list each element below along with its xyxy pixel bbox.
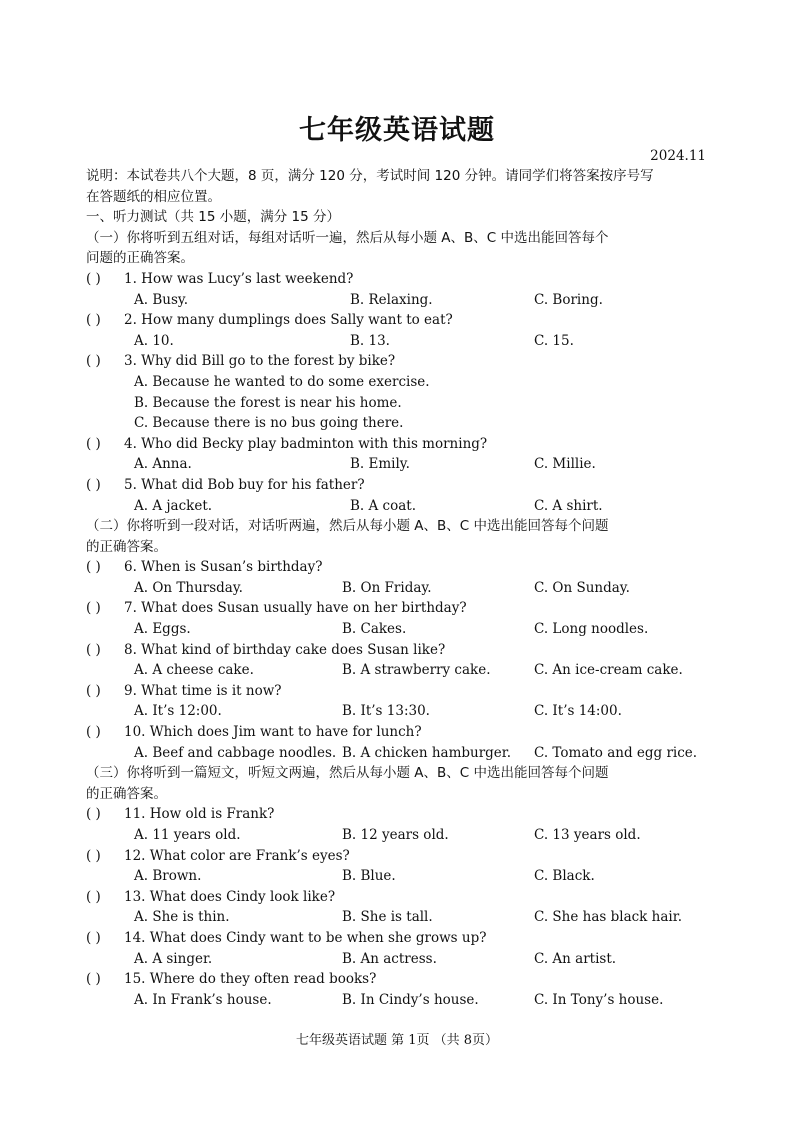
option-c: C. 13 years old. — [534, 827, 641, 843]
question-text: 4. Who did Becky play badminton with this morning? — [124, 435, 488, 452]
option-b: B. Cakes. — [342, 621, 407, 638]
answer-blank[interactable]: ( ) — [86, 312, 101, 329]
instructions-text-cont: 在答题纸的相应位置。 — [86, 188, 221, 205]
question-2-options — [86, 331, 710, 352]
question-text: 15. Where do they often read books? — [124, 971, 377, 988]
option-a: A. A cheese cake. — [134, 662, 254, 679]
question-1 — [86, 269, 710, 290]
option-c: C. 15. — [534, 332, 574, 349]
part2-heading: （二）你将听到一段对话，对话听两遍，然后从每小题 A、B、C 中选出能回答每个问题 — [86, 518, 609, 535]
option-a: A. 10. — [134, 332, 174, 349]
option-c: C. Because there is no bus going there. — [134, 415, 404, 432]
question-12-options — [86, 866, 710, 887]
question-text: 12. What color are Frank’s eyes? — [124, 847, 350, 864]
question-2 — [86, 310, 710, 331]
option-b: B. Relaxing. — [350, 291, 433, 308]
question-text: 13. What does Cindy look like? — [124, 888, 336, 905]
option-b: B. She is tall. — [342, 909, 433, 926]
answer-blank[interactable]: ( ) — [86, 929, 101, 946]
option-c: C. Long noodles. — [534, 621, 649, 638]
option-a: A. Brown. — [134, 868, 202, 885]
option-b: B. A chicken hamburger. — [342, 744, 512, 761]
option-b: B. A coat. — [350, 497, 416, 514]
page-footer: 七年级英语试题 第 1页 （共 8页） — [295, 1033, 499, 1048]
answer-blank[interactable]: ( ) — [86, 559, 101, 576]
instructions-line-1 — [86, 166, 710, 187]
instructions-line-2 — [86, 187, 710, 208]
question-7 — [86, 598, 710, 619]
question-text: 7. What does Susan usually have on her birthday? — [124, 600, 467, 617]
question-text: 2. How many dumplings does Sally want to eat? — [124, 312, 453, 329]
answer-blank[interactable]: ( ) — [86, 847, 101, 864]
part1-heading-line2 — [86, 248, 710, 269]
option-a: A. In Frank’s house. — [134, 991, 272, 1008]
option-b: B. Because the forest is near his home. — [134, 394, 402, 411]
question-text: 3. Why did Bill go to the forest by bike? — [124, 353, 396, 370]
option-a: A. She is thin. — [134, 909, 230, 926]
option-a: A. On Thursday. — [134, 579, 243, 596]
question-4-options — [86, 454, 710, 475]
answer-blank[interactable]: ( ) — [86, 435, 101, 452]
option-b: B. It’s 13:30. — [342, 703, 430, 720]
answer-blank[interactable]: ( ) — [86, 353, 101, 370]
question-13-options — [86, 907, 710, 928]
option-b: B. On Friday. — [342, 579, 432, 596]
option-b: B. A strawberry cake. — [342, 662, 491, 679]
question-8 — [86, 640, 710, 661]
exam-content — [86, 166, 710, 1010]
page-title: 七年级英语试题 — [299, 115, 495, 146]
option-c: C. She has black hair. — [534, 909, 682, 926]
instructions-text: 说明：本试卷共八个大题，8 页，满分 120 分，考试时间 120 分钟。请同学们将答案按序号写 — [86, 168, 654, 184]
option-c: C. An artist. — [534, 950, 617, 967]
answer-blank[interactable]: ( ) — [86, 476, 101, 493]
option-a: A. 11 years old. — [134, 827, 241, 843]
question-9-options — [86, 701, 710, 722]
question-text: 10. Which does Jim want to have for lunch? — [124, 724, 422, 741]
question-text: 11. How old is Frank? — [124, 806, 275, 823]
option-a: A. It’s 12:00. — [134, 703, 222, 720]
option-c: C. Millie. — [534, 456, 596, 473]
question-text: 6. When is Susan’s birthday? — [124, 559, 323, 576]
question-10-options — [86, 743, 710, 764]
answer-blank[interactable]: ( ) — [86, 600, 101, 617]
part1-heading-line1 — [86, 228, 710, 249]
question-10 — [86, 722, 710, 743]
answer-blank[interactable]: ( ) — [86, 724, 101, 741]
question-text: 5. What did Bob buy for his father? — [124, 476, 365, 493]
question-11-options — [86, 825, 710, 846]
question-5 — [86, 475, 710, 496]
option-a: A. Anna. — [134, 456, 192, 473]
option-a: A. Busy. — [134, 291, 188, 308]
option-b: B. 13. — [350, 332, 390, 349]
question-4 — [86, 434, 710, 455]
option-b: B. In Cindy’s house. — [342, 991, 479, 1008]
option-c: C. Boring. — [534, 291, 603, 308]
question-text: 9. What time is it now? — [124, 682, 282, 699]
question-11 — [86, 804, 710, 825]
question-text: 8. What kind of birthday cake does Susan like? — [124, 641, 446, 658]
question-1-options — [86, 290, 710, 311]
section1-heading: 一、听力测试（共 15 小题，满分 15 分） — [86, 209, 341, 226]
question-14-options — [86, 949, 710, 970]
part3-heading: （三）你将听到一篇短文，听短文两遍，然后从每小题 A、B、C 中选出能回答每个问题 — [86, 765, 609, 782]
answer-blank[interactable]: ( ) — [86, 682, 101, 699]
question-8-options — [86, 660, 710, 681]
part3-heading-line1 — [86, 763, 710, 784]
part2-heading-line1 — [86, 516, 710, 537]
answer-blank[interactable]: ( ) — [86, 971, 101, 988]
option-b: B. 12 years old. — [342, 827, 449, 843]
part1-heading: （一）你将听到五组对话，每组对话听一遍，然后从每小题 A、B、C 中选出能回答每个 — [86, 229, 609, 246]
question-12 — [86, 846, 710, 867]
answer-blank[interactable]: ( ) — [86, 888, 101, 905]
question-13 — [86, 887, 710, 908]
option-a: A. Because he wanted to do some exercise. — [134, 373, 430, 390]
option-b: B. An actress. — [342, 950, 437, 967]
option-c: C. Black. — [534, 868, 595, 885]
question-15-options — [86, 990, 710, 1011]
part2-heading-cont: 的正确答案。 — [86, 538, 167, 555]
question-15 — [86, 969, 710, 990]
question-7-options — [86, 619, 710, 640]
option-c: C. In Tony’s house. — [534, 991, 664, 1008]
exam-date: 2024.11 — [650, 148, 706, 164]
question-5-options — [86, 496, 710, 517]
question-9 — [86, 681, 710, 702]
part2-heading-line2 — [86, 537, 710, 558]
option-c: C. On Sunday. — [534, 579, 630, 596]
answer-blank[interactable]: ( ) — [86, 270, 101, 287]
part3-heading-cont: 的正确答案。 — [86, 785, 167, 802]
answer-blank[interactable]: ( ) — [86, 806, 101, 823]
option-a: A. Beef and cabbage noodles. — [134, 744, 337, 761]
question-14 — [86, 928, 710, 949]
option-b: B. Emily. — [350, 456, 410, 473]
option-c: C. Tomato and egg rice. — [534, 744, 698, 761]
option-a: A. A singer. — [134, 950, 213, 967]
answer-blank[interactable]: ( ) — [86, 641, 101, 658]
option-c: C. It’s 14:00. — [534, 703, 622, 720]
option-c: C. An ice-cream cake. — [534, 662, 683, 679]
option-a: A. A jacket. — [134, 497, 213, 514]
option-a: A. Eggs. — [134, 621, 191, 638]
part3-heading-line2 — [86, 784, 710, 805]
question-3 — [86, 351, 710, 372]
option-b: B. Blue. — [342, 868, 396, 885]
question-6-options — [86, 578, 710, 599]
question-text: 14. What does Cindy want to be when she grows up? — [124, 929, 487, 946]
part1-heading-cont: 问题的正确答案。 — [86, 250, 194, 267]
question-6 — [86, 557, 710, 578]
option-c: C. A shirt. — [534, 497, 603, 514]
question-text: 1. How was Lucy’s last weekend? — [124, 270, 354, 287]
